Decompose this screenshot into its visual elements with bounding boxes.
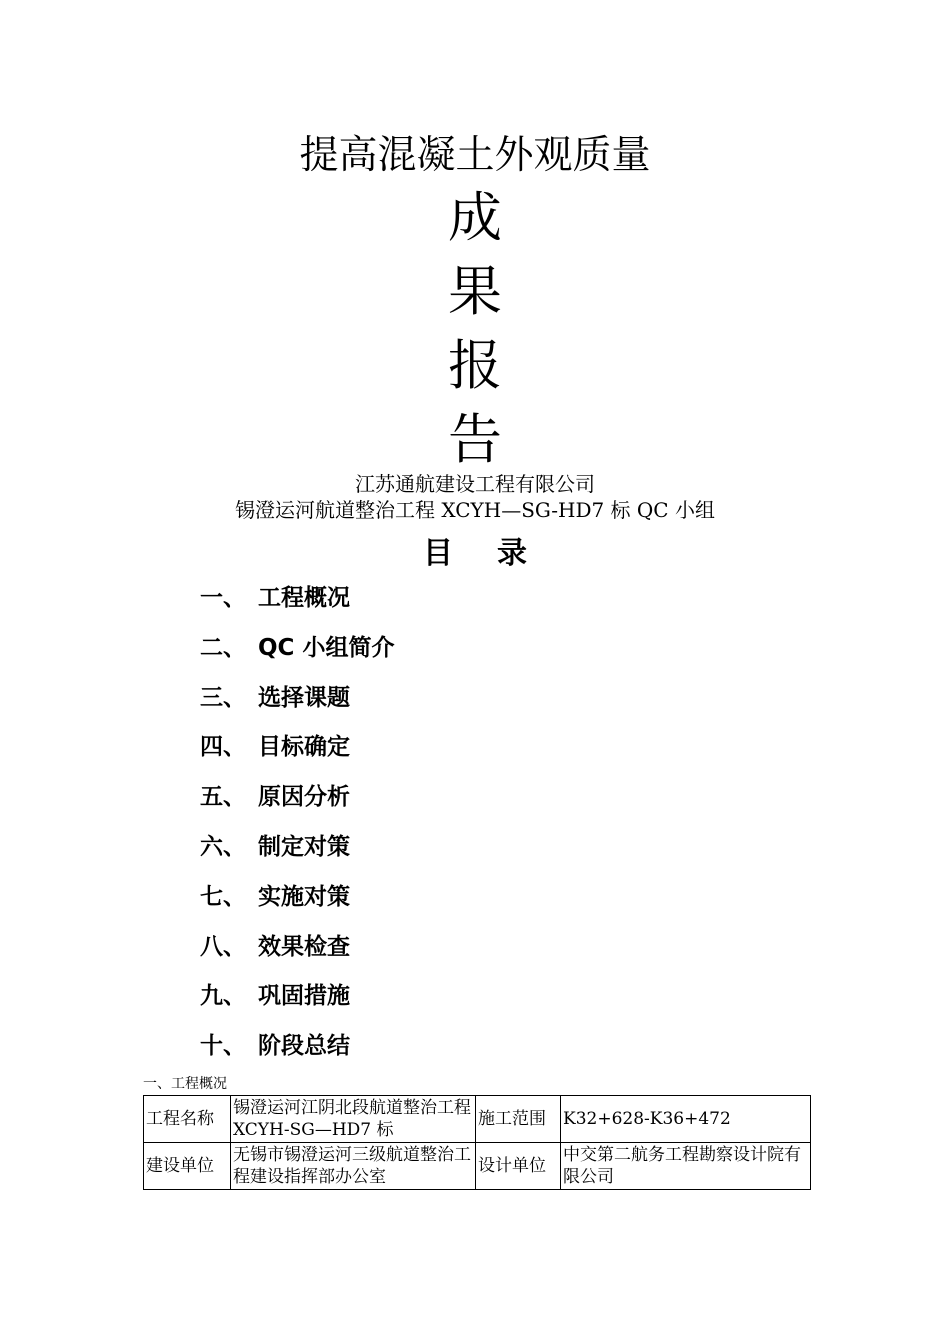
report-char-2: 果 [448,260,502,323]
toc-title-left: 目 [423,536,453,571]
toc-item-number: 三、 [200,684,246,711]
toc-item[interactable] [200,779,394,829]
toc-item[interactable] [200,630,394,680]
qc-group-name: 锡澄运河航道整治工程 XCYH—SG-HD7 标 QC 小组 [235,498,715,522]
table-cell-value: K32+628-K36+472 [561,1096,811,1143]
toc-item-label: QC 小组简介 [258,634,395,661]
toc-item-label: 工程概况 [258,585,350,611]
table-cell-value: 无锡市锡澄运河三级航道整治工程建设指挥部办公室 [231,1143,476,1190]
project-overview-table [143,1095,811,1190]
toc-item-number: 四、 [200,734,246,761]
table-cell-value: 锡澄运河江阴北段航道整治工程 XCYH-SG—HD7 标 [231,1096,476,1143]
toc-item-label: 制定对策 [258,833,350,860]
toc-item-number: 六、 [200,833,246,860]
table-cell-key: 设计单位 [476,1143,561,1190]
toc-item[interactable] [200,680,394,730]
toc-item-number: 八、 [200,933,246,960]
toc-item-label: 阶段总结 [258,1033,350,1060]
toc-item-label: 实施对策 [258,883,350,910]
toc-item[interactable] [200,580,394,630]
report-char-4: 告 [448,408,502,471]
toc-item[interactable] [200,879,394,929]
toc-item-label: 巩固措施 [258,983,350,1010]
report-char-1: 成 [448,186,502,249]
toc-item-number: 七、 [200,883,246,910]
toc-item-number: 九、 [200,983,246,1010]
table-cell-key: 施工范围 [476,1096,561,1143]
table-cell-key: 建设单位 [144,1143,231,1190]
toc-item-number: 一、 [200,585,246,611]
table-cell-value: 中交第二航务工程勘察设计院有限公司 [561,1143,811,1190]
table-of-contents [200,580,394,1078]
report-char-3: 报 [448,334,502,397]
table-cell-key: 工程名称 [144,1096,231,1143]
toc-title [0,528,950,572]
toc-item[interactable] [200,729,394,779]
toc-item[interactable] [200,1028,394,1078]
toc-item[interactable] [200,978,394,1028]
toc-item[interactable] [200,829,394,879]
toc-item-number: 五、 [200,784,246,811]
toc-item-label: 选择课题 [258,684,350,711]
company-name: 江苏通航建设工程有限公司 [355,472,595,496]
toc-item-label: 目标确定 [258,734,350,761]
table-row [144,1143,811,1190]
toc-item-label: 原因分析 [258,784,350,811]
section-heading-overview: 一、工程概况 [143,1076,227,1092]
table-row [144,1096,811,1143]
toc-item-label: 效果检查 [258,933,350,960]
toc-item[interactable] [200,929,394,979]
report-title: 提高混凝土外观质量 [299,133,651,178]
toc-item-number: 十、 [200,1033,246,1060]
toc-title-right: 录 [497,536,527,571]
toc-item-number: 二、 [200,634,246,661]
